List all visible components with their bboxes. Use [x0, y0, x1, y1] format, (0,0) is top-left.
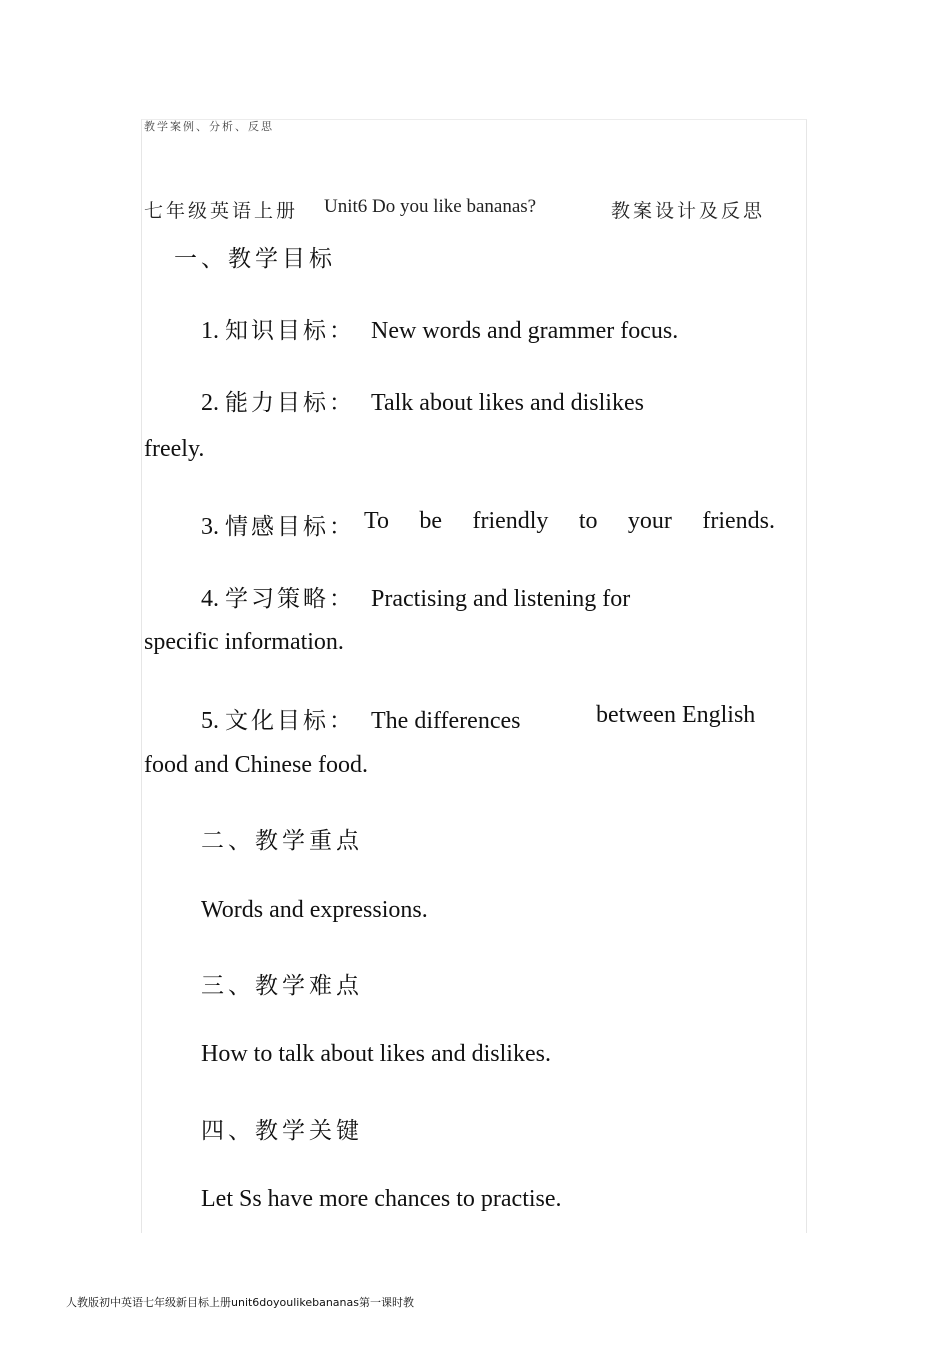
running-header: 教学案例、分析、反思 [144, 120, 274, 133]
item-number: 1. [201, 318, 219, 344]
item-label: 学习策略： [225, 586, 355, 612]
item-text: Talk about likes and dislikes [371, 390, 644, 416]
section-heading-key-points: 二、教学重点 [201, 828, 363, 854]
objective-item-5 [201, 702, 520, 735]
item-number: 2. [201, 390, 219, 416]
word: To [364, 508, 389, 534]
word: friends. [702, 508, 775, 534]
item-text: The differences [371, 708, 521, 734]
section-heading-objectives: 一、教学目标 [174, 246, 336, 272]
item-number: 4. [201, 586, 219, 612]
item-number: 5. [201, 708, 219, 734]
section-heading-difficulties: 三、教学难点 [201, 973, 363, 999]
section-heading-key: 四、教学关键 [201, 1118, 363, 1144]
page-footer: 人教版初中英语七年级新目标上册unit6doyoulikebananas第一课时教 [66, 1296, 414, 1309]
objective-item-4 [201, 580, 630, 613]
item-text-tail: between English [596, 702, 756, 728]
word: friendly [472, 508, 549, 534]
item-text: New words and grammer focus. [371, 318, 679, 344]
item-text: Practising and listening for [371, 586, 631, 612]
objective-item-3 [201, 508, 355, 541]
doc-title-cn-1: 七年级英语上册 [144, 200, 299, 222]
item-label: 知识目标： [225, 318, 355, 344]
section-text: Words and expressions. [201, 897, 428, 923]
section-text: How to talk about likes and dislikes. [201, 1041, 551, 1067]
item-continuation: food and Chinese food. [144, 752, 368, 778]
objective-item-2 [201, 384, 644, 417]
word: be [419, 508, 443, 534]
doc-title-en: Unit6 Do you like bananas? [324, 196, 537, 217]
item-continuation: specific information. [144, 629, 344, 655]
item-label: 情感目标： [225, 514, 355, 540]
objective-item-1 [201, 312, 678, 345]
section-text: Let Ss have more chances to practise. [201, 1186, 562, 1212]
item-continuation: freely. [144, 436, 205, 462]
word: your [627, 508, 672, 534]
item-3-text [364, 508, 775, 535]
word: to [578, 508, 598, 534]
doc-title-cn-2: 教案设计及反思 [611, 200, 766, 222]
item-number: 3. [201, 514, 219, 540]
item-label: 能力目标： [225, 390, 355, 416]
item-label: 文化目标： [225, 708, 355, 734]
